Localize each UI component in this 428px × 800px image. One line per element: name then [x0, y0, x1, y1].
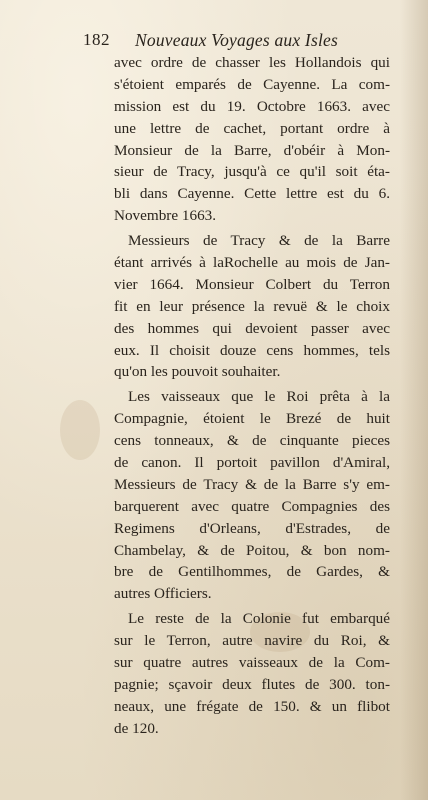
text-line: de 120.: [114, 719, 159, 737]
text-line: neaux, une frégate de 150. & un flibot: [114, 697, 390, 715]
running-title: Nouveaux Voyages aux Isles: [135, 30, 338, 50]
text-line: sur le Terron, autre navire du Roi, &: [114, 632, 390, 650]
text-line: Monsieur de la Barre, d'obéir à Mon-: [114, 141, 390, 159]
text-line: étant arrivés à laRochelle au mois de Jan-: [114, 254, 390, 272]
text-line: Le reste de la Colonie fut embarqué: [128, 610, 390, 628]
text-line: sieur de Tracy, jusqu'à ce qu'il soit éta-: [114, 163, 390, 181]
text-line: Compagnie, étoient le Brezé de huit: [114, 410, 390, 428]
text-line: vier 1664. Monsieur Colbert du Terron: [114, 275, 390, 293]
page-number: 182: [83, 30, 110, 49]
text-line: fit en leur présence la revuë & le choix: [114, 297, 390, 315]
paragraph: [114, 608, 390, 739]
text-line: des hommes qui devoient passer avec: [114, 319, 390, 337]
text-line: avec ordre de chasser les Hollandois qui: [114, 54, 390, 71]
page-header: [83, 30, 383, 54]
text-line: bli dans Cayenne. Cette lettre est du 6.: [114, 185, 390, 203]
text-line: qu'on les pouvoit souhaiter.: [114, 363, 281, 381]
text-line: s'étoient emparés de Cayenne. La com-: [114, 75, 390, 93]
text-line: sur quatre autres vaisseaux de la Com-: [114, 654, 390, 672]
text-line: Chambelay, & de Poitou, & bon nom-: [114, 541, 390, 559]
text-line: barquerent avec quatre Compagnies des: [114, 497, 390, 515]
text-line: Les vaisseaux que le Roi prêta à la: [128, 388, 390, 406]
text-line: cens tonneaux, & de cinquante pieces: [114, 432, 390, 450]
body-text: [114, 52, 390, 740]
paragraph: [114, 52, 390, 227]
text-line: eux. Il choisit douze cens hommes, tels: [114, 341, 390, 359]
paragraph: [114, 386, 390, 605]
text-line: mission est du 19. Octobre 1663. avec: [114, 97, 390, 115]
text-line: de canon. Il portoit pavillon d'Amiral,: [114, 454, 390, 472]
text-line: Regimens d'Orleans, d'Estrades, de: [114, 519, 390, 537]
text-line: pagnie; sçavoir deux flutes de 300. ton-: [114, 675, 390, 693]
text-line: autres Officiers.: [114, 585, 212, 603]
text-line: une lettre de cachet, portant ordre à: [114, 119, 390, 137]
text-line: bre de Gentilhommes, de Gardes, &: [114, 563, 390, 581]
gutter-shadow: [400, 0, 428, 800]
text-line: Novembre 1663.: [114, 207, 217, 225]
paragraph: [114, 230, 390, 383]
text-line: Messieurs de Tracy & de la Barre s'y em-: [114, 475, 390, 493]
paper-stain: [60, 400, 100, 460]
text-line: Messieurs de Tracy & de la Barre: [128, 232, 390, 250]
